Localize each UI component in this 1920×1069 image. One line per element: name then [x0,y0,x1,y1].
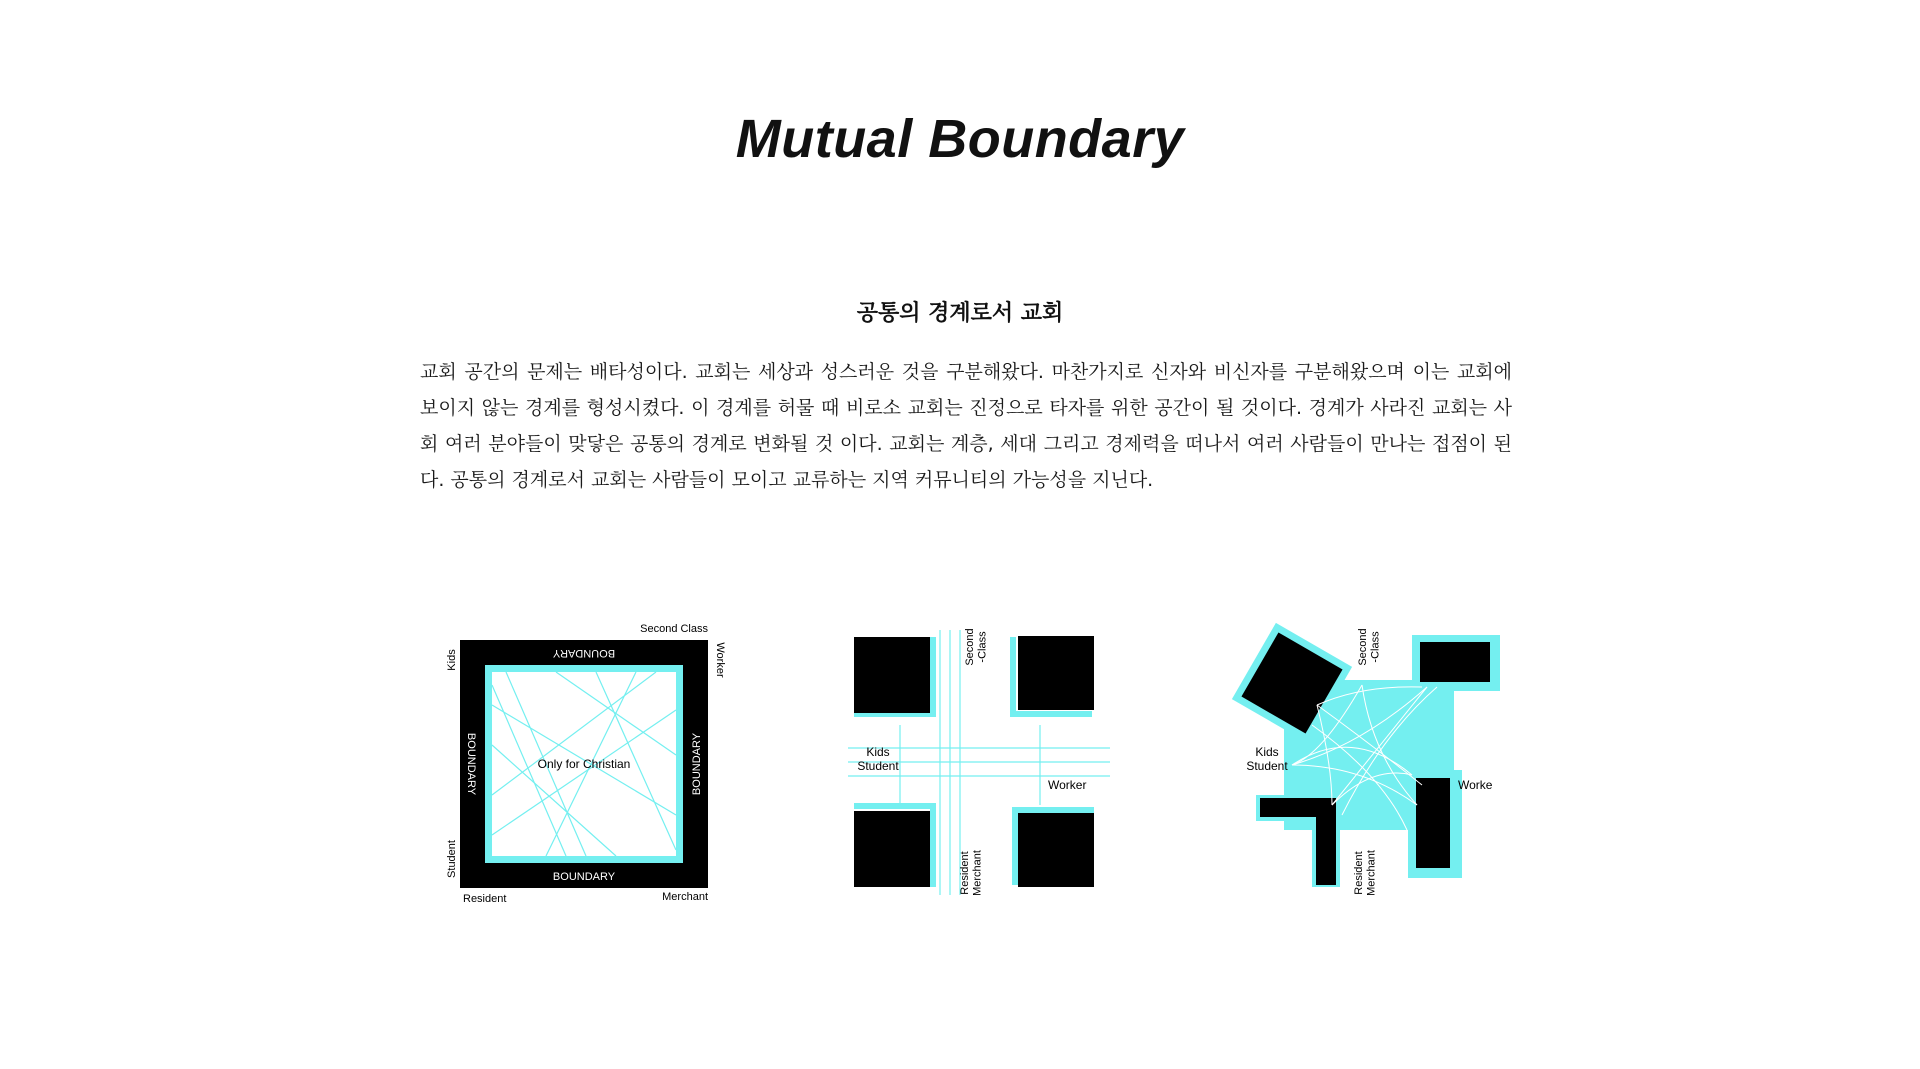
label-kids-student: Kids Student [1246,745,1288,773]
label-worker: Worke [1458,778,1493,792]
center-label: Only for Christian [537,757,631,771]
block-top-right [1420,642,1490,682]
boundary-right-label: BOUNDARY [691,732,703,796]
body-paragraph: 교회 공간의 문제는 배타성이다. 교회는 세상과 성스러운 것을 구분해왔다. 마찬가지로 신자와 비신자를 구분해왔으며 이는 교회에 보이지 않는 경계를 형성시켰다. 이 경계를 허물 때 비로소 교회는 진정으로 타자를 위한 공간이 될 것이다. 경계가 사라진 교회는 사회 여러 분야들이 맞닿은 공통의 경계로 변화될 것 이다. 교회는 계층, 세대 그리고 경제력을 떠나서 여러 사람들이 만나는 접점이 된다. 공통의 경계로서 교회는 사람들이 모이고 교류하는 지역 커뮤니티의 가능성을 지닌다. [420,361,1512,491]
diagram-mutual-boundary [1222,615,1518,905]
diagram-separated-blocks [828,615,1124,905]
label-student: Student [446,840,458,878]
boundary-bottom-label: BOUNDARY [552,871,616,883]
boundary-left-label: BOUNDARY [465,732,477,796]
label-merchant: Merchant [662,891,708,903]
label-worker: Worker [714,642,726,678]
block-bottom-right [1018,813,1094,887]
block-top-right [1018,636,1094,710]
label-second-class: Second-Class [964,628,989,666]
label-resident-merchant: ResidentMerchant [1353,850,1378,896]
block-bottom-left [854,811,930,887]
label-kids: Kids [446,649,458,671]
section-subtitle: 공통의 경계로서 교회 [856,301,1064,326]
label-second-class: Second-Class [1357,628,1382,666]
diagram-closed-boundary [436,615,732,905]
label-worker: Worker [1048,778,1087,792]
label-kids-student: Kids Student [857,745,899,773]
label-resident: Resident [463,893,507,905]
page-title: Mutual Boundary [735,109,1185,169]
label-resident-merchant: ResidentMerchant [959,850,984,896]
label-second-class: Second Class [640,623,708,635]
block-right [1416,778,1450,868]
block-top-left [854,637,930,713]
boundary-top-label: BOUNDARY [552,647,616,659]
block-bottom-left [1260,798,1336,885]
